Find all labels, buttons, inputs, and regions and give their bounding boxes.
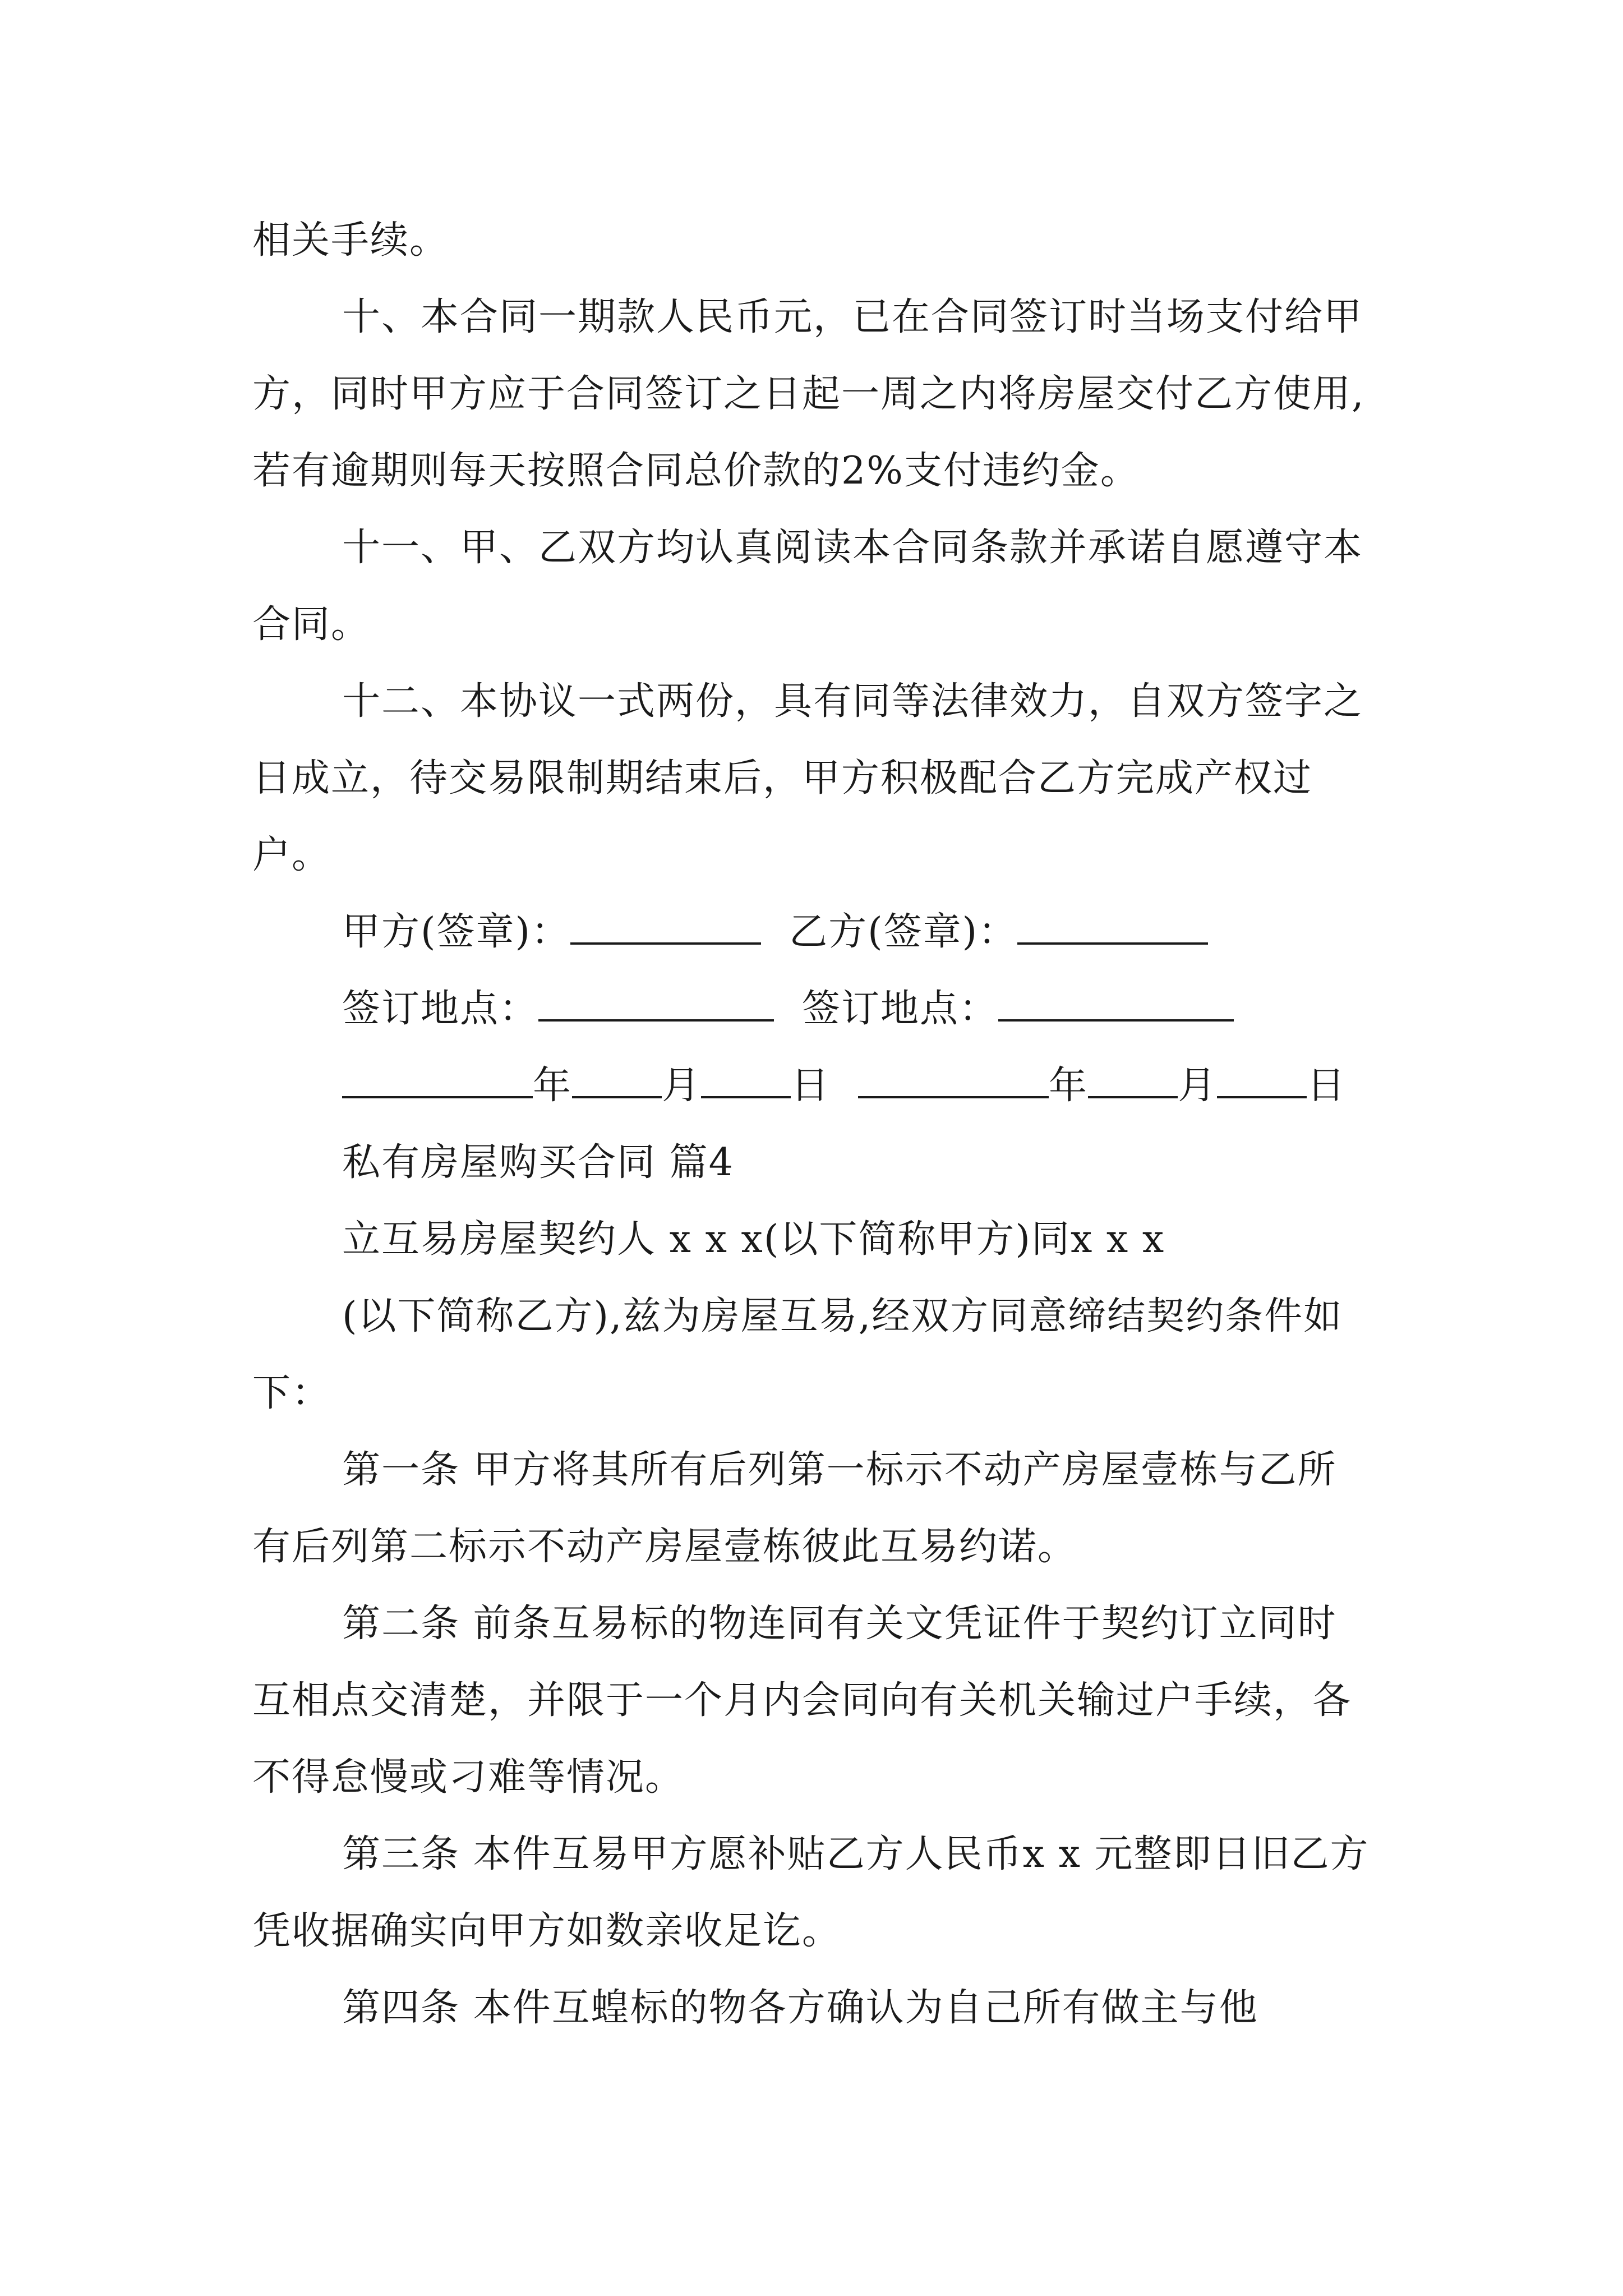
year-a-label: 年 xyxy=(533,1064,573,1108)
signature-row xyxy=(252,894,1374,970)
place-label-a: 签订地点： xyxy=(342,987,539,1031)
day-a-blank xyxy=(701,1060,791,1098)
paragraph-continuation: 相关手续。 xyxy=(252,218,449,263)
place-b-blank xyxy=(998,983,1234,1022)
intro-line-2: (以下简称乙方),兹为房屋互易,经双方同意缔结契约条件如下： xyxy=(252,1294,1343,1415)
article-3: 第三条 本件互易甲方愿补贴乙方人民币x x 元整即日旧乙方凭收据确实向甲方如数亲收足讫。 xyxy=(252,1832,1370,1953)
place-a-blank xyxy=(538,983,774,1022)
party-a-label: 甲方(签章)： xyxy=(342,910,571,954)
clause-12: 十二、本协议一式两份，具有同等法律效力，自双方签字之日成立，待交易限制期结束后，甲方积极配合乙方完成产权过户。 xyxy=(252,679,1363,877)
date-row xyxy=(252,1047,1374,1124)
place-label-b: 签订地点： xyxy=(802,987,999,1031)
clause-10: 十、本合同一期款人民币元，已在合同签订时当场支付给甲方，同时甲方应于合同签订之日起一周之内将房屋交付乙方使用,若有逾期则每天按照合同总价款的2%支付违约金。 xyxy=(252,295,1365,493)
article-2: 第二条 前条互易标的物连同有关文凭证件于契约订立同时互相点交清楚，并限于一个月内会同向有关机关输过户手续，各不得怠慢或刁难等情况。 xyxy=(252,1602,1352,1800)
month-a-label: 月 xyxy=(662,1064,702,1108)
intro-line-1: 立互易房屋契约人 x x x(以下简称甲方)同x x x xyxy=(342,1217,1165,1262)
year-b-blank xyxy=(858,1060,1049,1098)
document-body xyxy=(252,202,1374,2046)
year-b-label: 年 xyxy=(1049,1064,1089,1108)
year-a-blank xyxy=(342,1060,533,1098)
clause-11: 十一、甲、乙双方均认真阅读本合同条款并承诺自愿遵守本合同。 xyxy=(252,526,1363,647)
place-row xyxy=(252,970,1374,1047)
article-1: 第一条 甲方将其所有后列第一标示不动产房屋壹栋与乙所有后列第二标示不动产房屋壹栋彼此互易约诺。 xyxy=(252,1448,1337,1569)
party-b-label: 乙方(签章)： xyxy=(789,910,1018,954)
month-a-blank xyxy=(572,1060,662,1098)
month-b-label: 月 xyxy=(1178,1064,1218,1108)
day-b-label: 日 xyxy=(1307,1064,1347,1108)
party-b-blank xyxy=(1017,907,1208,945)
month-b-blank xyxy=(1088,1060,1178,1098)
section-title: 私有房屋购买合同 篇4 xyxy=(342,1140,734,1185)
day-a-label: 日 xyxy=(791,1064,831,1108)
article-4: 第四条 本件互蝗标的物各方确认为自己所有做主与他 xyxy=(342,1986,1258,2030)
day-b-blank xyxy=(1217,1060,1307,1098)
party-a-blank xyxy=(570,907,761,945)
